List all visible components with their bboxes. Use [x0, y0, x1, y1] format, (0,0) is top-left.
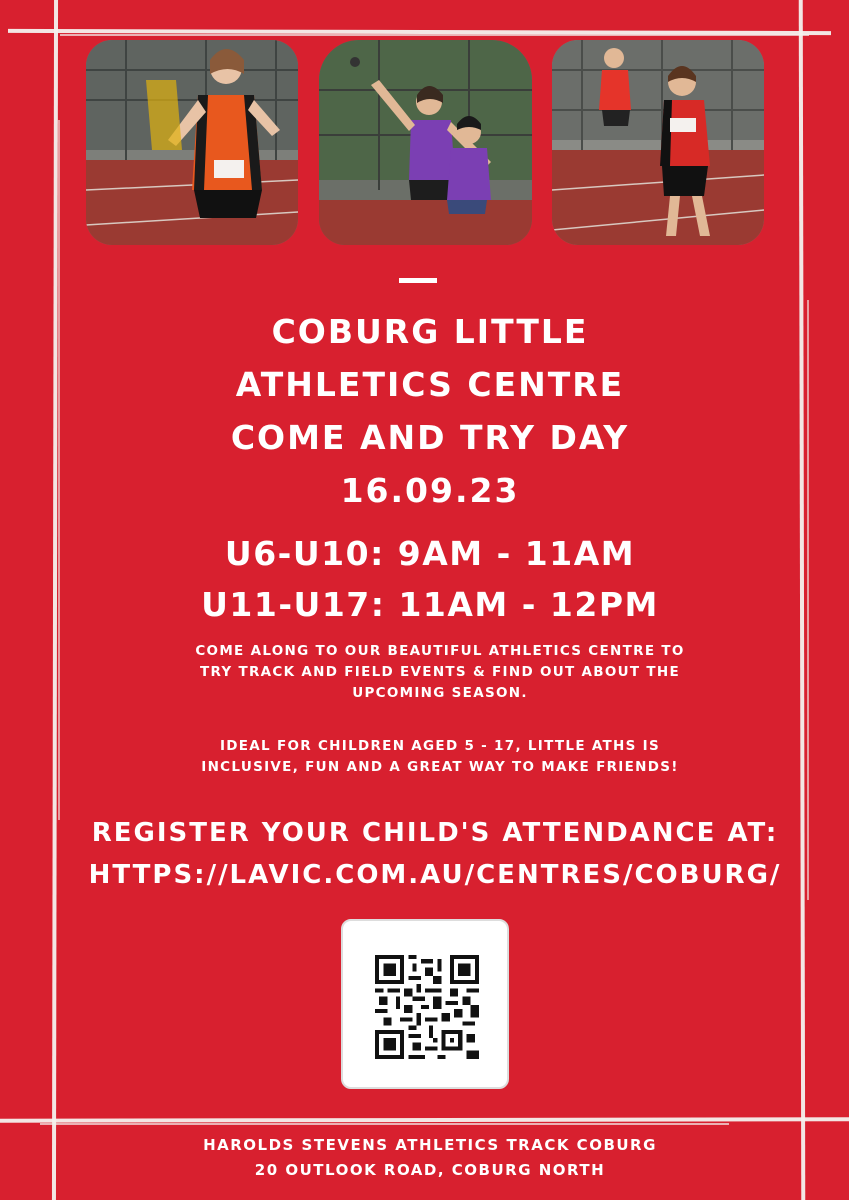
audience-line: INCLUSIVE, FUN AND A GREAT WAY TO MAKE FRIENDS! [201, 759, 679, 775]
frame-line-bottom [0, 1117, 849, 1122]
description-line: TRY TRACK AND FIELD EVENTS & FIND OUT ABOUT THE [199, 664, 681, 680]
sprinting-boys-photo [552, 40, 764, 245]
frame-line-bottom-accent [40, 1123, 729, 1125]
session-u6-u10: U6-U10: 9AM - 11AM [224, 534, 636, 573]
photo-row [86, 40, 764, 245]
description-paragraph [130, 641, 750, 704]
description-line: UPCOMING SEASON. [352, 685, 528, 701]
venue-address [60, 1133, 800, 1183]
shot-put-photo [319, 40, 532, 245]
qr-code-card[interactable] [341, 919, 509, 1089]
title-line: COME AND TRY DAY [230, 418, 630, 457]
audience-line: IDEAL FOR CHILDREN AGED 5 - 17, LITTLE ATHS IS [219, 738, 661, 754]
session-times [60, 528, 800, 630]
register-heading: REGISTER YOUR CHILD'S ATTENDANCE AT: [91, 818, 779, 848]
register-url-link[interactable]: HTTPS://LAVIC.COM.AU/CENTRES/COBURG/ [88, 860, 782, 890]
frame-line-right-accent [807, 300, 809, 900]
description-line: COME ALONG TO OUR BEAUTIFUL ATHLETICS CENTRE TO [195, 643, 685, 659]
session-u11-u17: U11-U17: 11AM - 12PM [201, 585, 659, 624]
audience-paragraph [130, 736, 750, 778]
title-line: COBURG LITTLE [271, 312, 589, 351]
frame-line-top-accent [60, 34, 809, 36]
divider-dash [399, 278, 437, 283]
venue-street: 20 OUTLOOK ROAD, COBURG NORTH [254, 1161, 606, 1179]
event-date: 16.09.23 [340, 471, 520, 510]
title-line: ATHLETICS CENTRE [235, 365, 625, 404]
venue-name: HAROLDS STEVENS ATHLETICS TRACK COBURG [203, 1136, 657, 1154]
qr-code-icon [375, 955, 479, 1059]
runner-girl-photo [86, 40, 298, 245]
register-section [40, 812, 830, 896]
event-title [60, 305, 800, 517]
